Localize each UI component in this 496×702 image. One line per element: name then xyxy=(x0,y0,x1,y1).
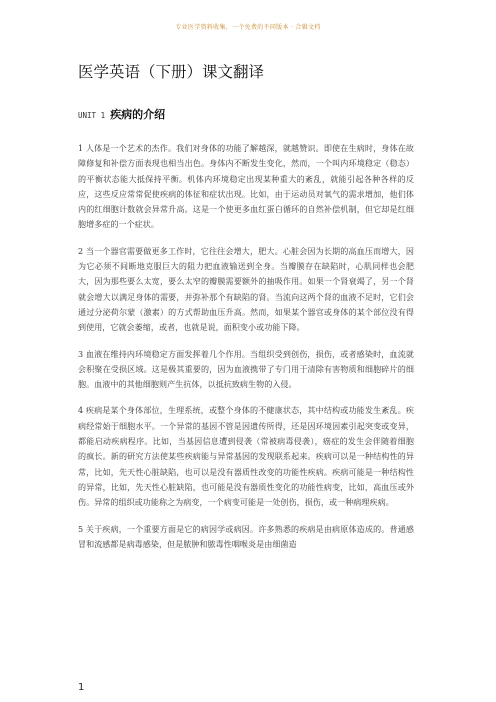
paragraph-5: 5 关于疾病，一个重要方面是它的病因学或病因。许多熟悉的疾病是由病原体造成的。普通感冒和流感都是病毒感染，但是脓肿和脓毒性咽喉炎是由细菌造 xyxy=(78,524,414,549)
paragraph-2: 2 当一个器官需要做更多工作时，它往往会增大，肥大。心脏会因为长期的高血压而增大，因为它必须不间断地克服巨大的阻力把血液输送到全身。当瓣膜存在缺陷时，心肌同样也会肥大，因为那些要么太宽，要么太窄的瓣膜需要额外的抽吸作用。如果一个肾衰竭了，另一个肾就会增大以满足身体的需要，并弥补那个有缺陷的肾。当流向这两个肾的血液不足时，它们会通过分泌荷尔蒙（激素）的方式帮助血压升高。然而，如果某个器官或身体的某个部位没有得到使用，它就会萎缩，或者，也就是说，面积变小或功能下降。 xyxy=(78,246,414,333)
unit-label: UNIT 1 xyxy=(78,111,106,120)
unit-title: 疾病的介绍 xyxy=(110,108,166,121)
page-number: 1 xyxy=(78,682,85,693)
document-page xyxy=(78,62,414,563)
paragraph-4: 4 疾病是某个身体部位，生理系统，或整个身体的不健康状态，其中结构或功能发生紊乱。疾病经常始于细胞水平。一个异常的基因不管是因遗传所得，还是因环境因素引起突变或变异，都能启动疾病程序。比如，当基因信息遭到侵袭（常被病毒侵袭），癌症的发生会伴随着细胞的疯长。新的研究方法使某些疾病能与异常基因的发现联系起来。疾病可以是一种结构性的异常，比如，先天性心脏缺陷，也可以是没有器质性改变的功能性疾病。疾病可能是一种结构性的异常，比如，先天性心脏缺陷，也可能是没有器质性变化的功能性病变，比如，高血压或外伤。异常的组织或功能称之为病变，一个病变可能是一处创伤，损伤，或一种病理疾病。 xyxy=(78,406,414,508)
paragraph-3: 3 血液在维持内环境稳定方面发挥着几个作用。当组织受到创伤，损伤，或者感染时，血流就会积聚在受损区域。这是极其重要的，因为血液携带了专门用于清除有害物质和细胞碎片的细胞。血液中的其他细胞则产生抗体，以抵抗致病生物的入侵。 xyxy=(78,349,414,390)
paragraph-1: 1 人体是一个艺术的杰作。我们对身体的功能了解越深，就越赞识。即使在生病时，身体在故障修复和补偿方面表现也相当出色。身体内不断发生变化，然而，一个叫内环境稳定（稳态）的平衡状态能大抵保持平衡。机体内环境稳定出现某种重大的紊乱，就能引起各种各样的反应，这些反应常常促使疾病的体征和症状出现。比如，由于运动员对氧气的需求增加，他们体内的红细胞计数就会异常升高。这是一个使更多血红蛋白循环的自然补偿机制，但它却是红细胞增多症的一个症状。 xyxy=(78,144,414,230)
unit-heading xyxy=(78,106,414,123)
document-title: 医学英语（下册）课文翻译 xyxy=(78,63,265,81)
header-banner: 专业医学资料收集，一个免费的不同版本 · 合辑文档 xyxy=(175,24,321,31)
